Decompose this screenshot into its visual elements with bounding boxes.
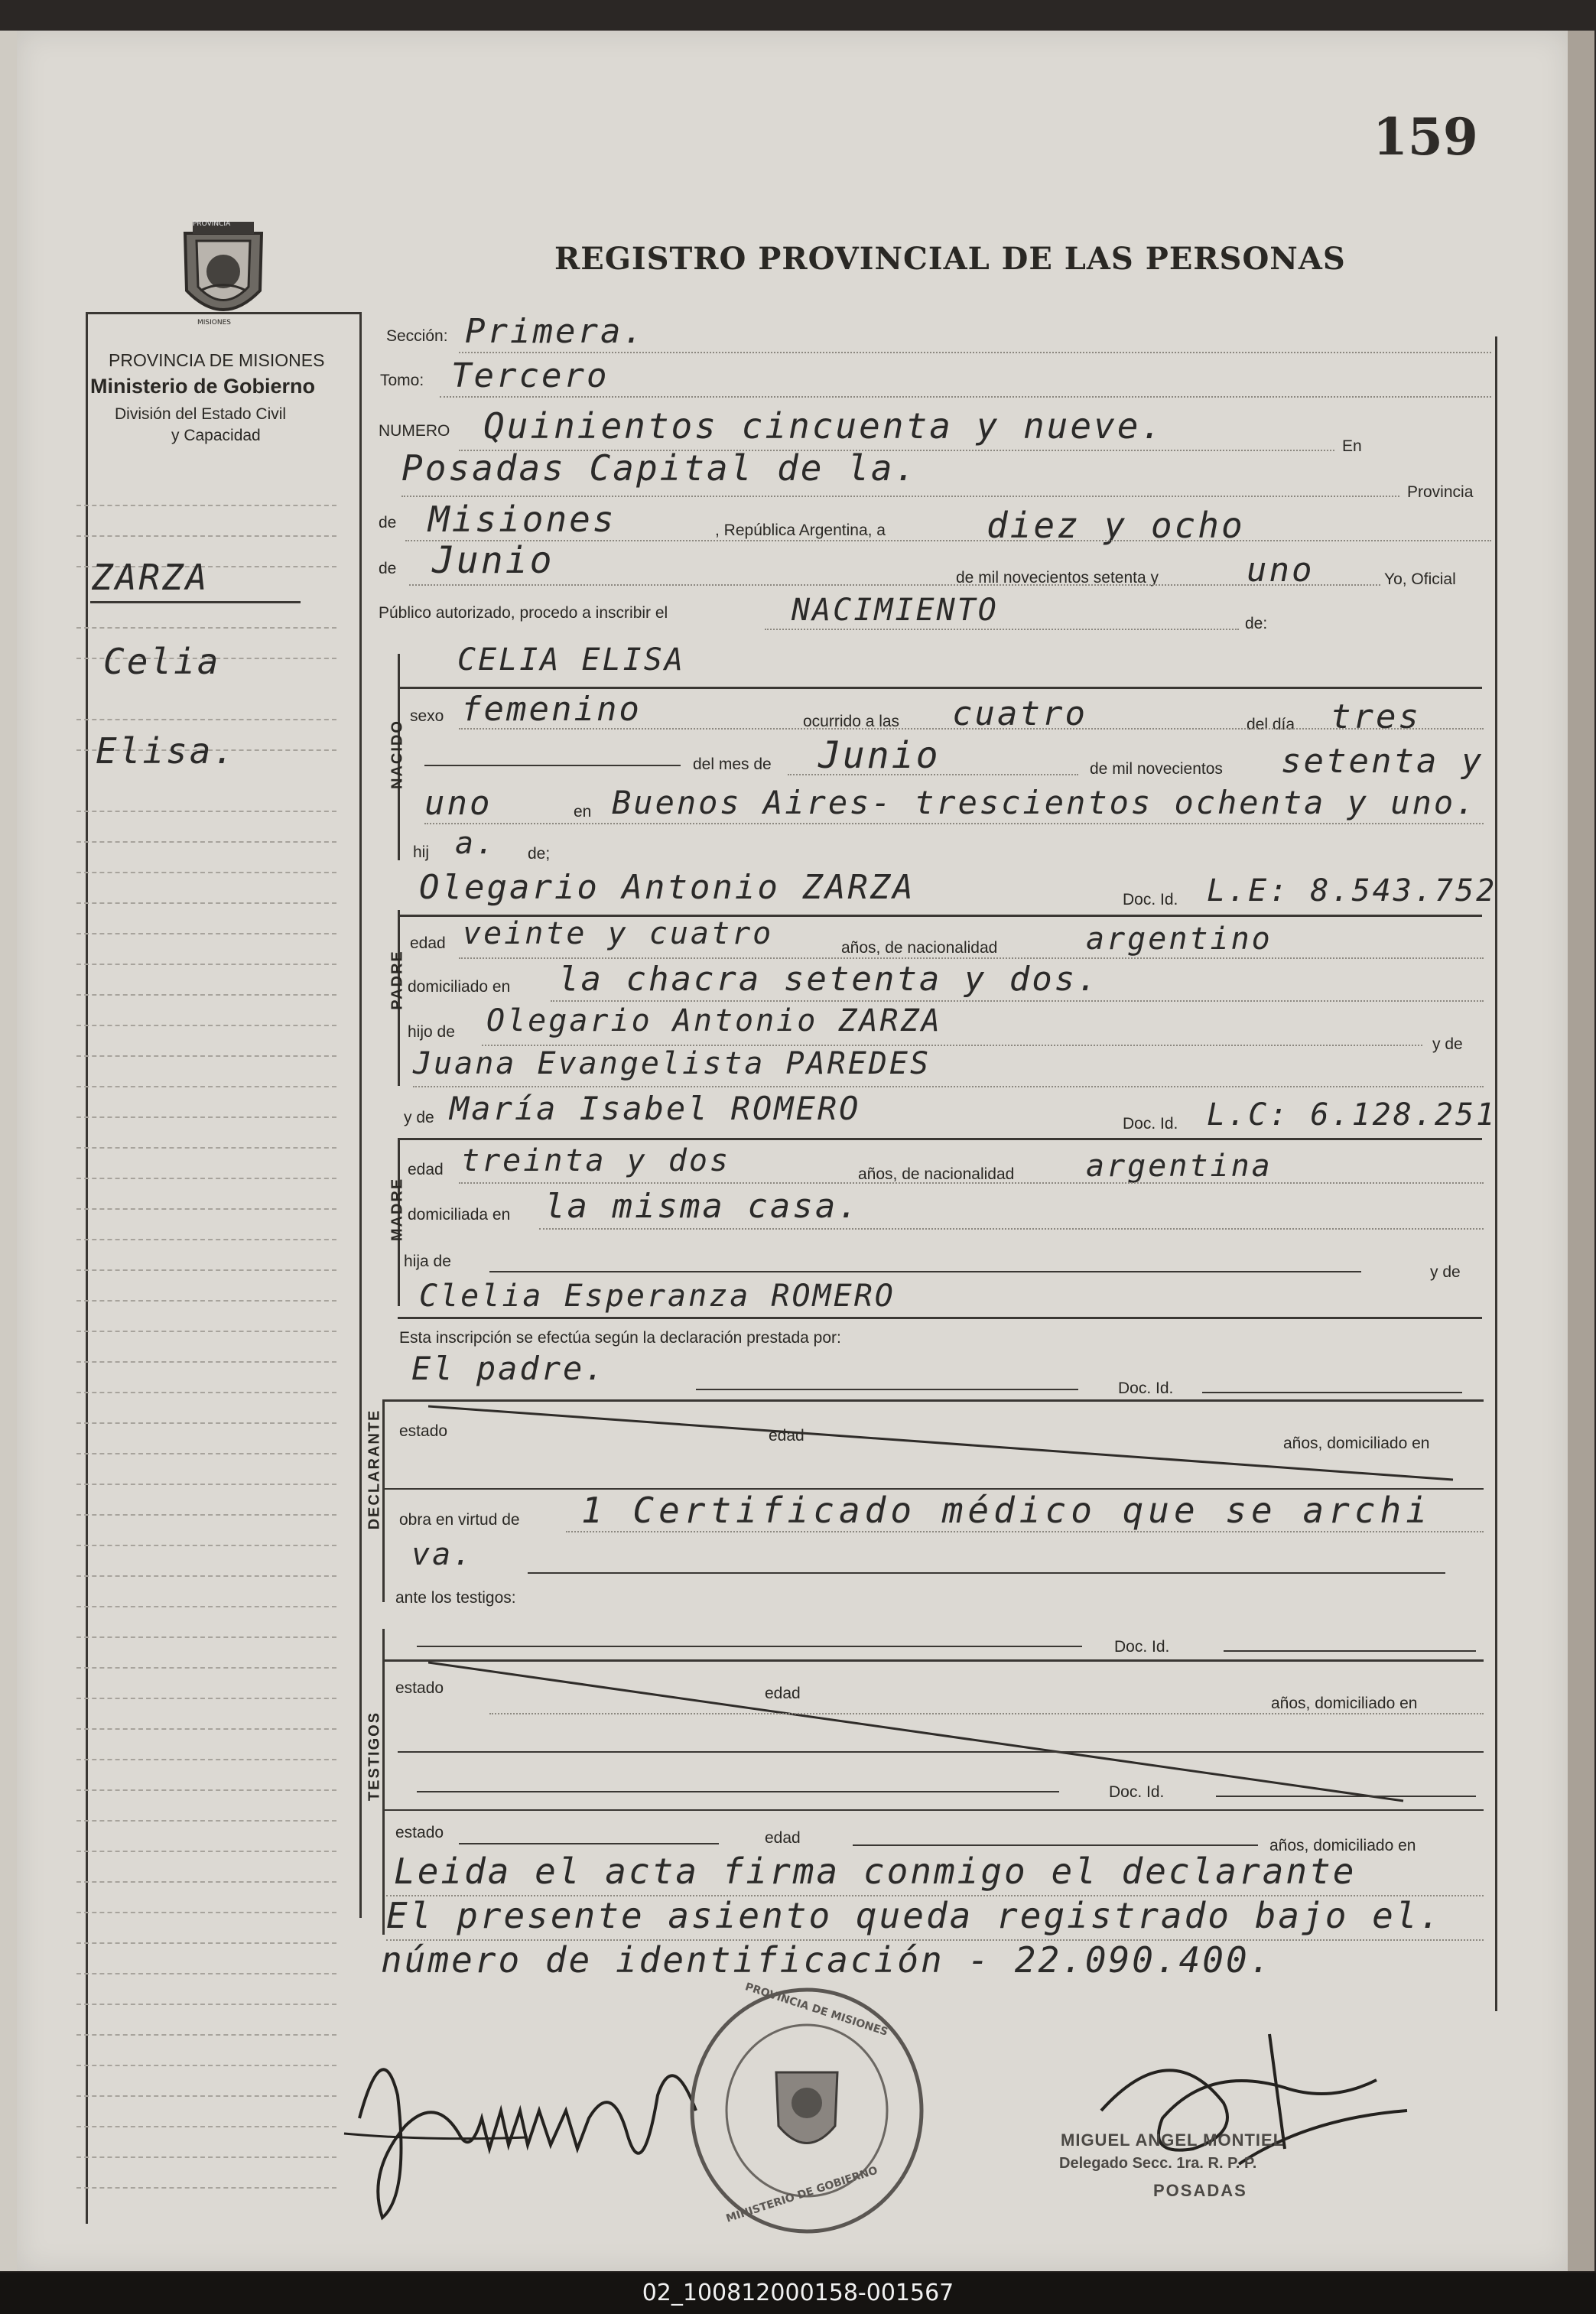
emblem-text-top: PROVINCIA (193, 220, 231, 228)
madre-domicilio-value: la misma casa. (544, 1187, 860, 1226)
obra-line (566, 1531, 1484, 1532)
testigo1-name-line (417, 1646, 1082, 1647)
testigo2-estado-label: estado (395, 1824, 444, 1841)
padre-doc-value: L.E: 8.543.752 (1207, 873, 1497, 908)
madre-nac-value: argentina (1086, 1149, 1273, 1184)
nacido-label: NACIDO (388, 720, 406, 789)
madre-domicilio-label: domiciliada en (408, 1206, 511, 1224)
sexo-value: femenino (461, 690, 642, 729)
tomo-value: Tercero (451, 356, 609, 395)
padre-y-de-label: y de (1432, 1035, 1463, 1053)
surname-underline (90, 601, 301, 603)
padre-hijo-de-value: Olegario Antonio ZARZA (486, 1003, 942, 1038)
anio2-value: uno (424, 784, 492, 823)
declarante-label: DECLARANTE (366, 1409, 383, 1530)
declarante-cancel-stroke (428, 1403, 1468, 1487)
folio-number: 159 (1373, 107, 1478, 167)
right-frame-rule (1495, 336, 1497, 2011)
ante-testigos-label: ante los testigos: (395, 1589, 516, 1607)
padre-edad-line (459, 957, 1484, 959)
testigo2-estado-line (459, 1843, 719, 1844)
declarante-estado-label: estado (399, 1422, 448, 1440)
testigo1-estado-label: estado (395, 1679, 444, 1697)
testigos-label: TESTIGOS (366, 1711, 383, 1802)
lugar-line (401, 496, 1399, 497)
testigo2-anos-label: años, domiciliado en (1269, 1837, 1416, 1854)
padre-label: PADRE (388, 950, 406, 1010)
madre-doc-value: L.C: 6.128.251 (1207, 1097, 1497, 1133)
testigo2-doc-label: Doc. Id. (1109, 1783, 1165, 1801)
seccion-value: Primera. (465, 312, 645, 351)
province-emblem-icon (170, 218, 277, 333)
de-mil-label: de mil novecientos setenta y (956, 569, 1159, 587)
numero-value: Quinientos cincuenta y nueve. (483, 405, 1165, 447)
nombre-value: CELIA ELISA (457, 642, 685, 678)
hora-blank-line (424, 765, 681, 766)
closing-note-2: El presente asiento queda registrado bajo el. (386, 1895, 1443, 1936)
padre-edad-value: veinte y cuatro (463, 916, 774, 951)
margin-surname: ZARZA (92, 557, 210, 598)
numero-label: NUMERO (379, 422, 450, 440)
mes-acta-line (409, 584, 1380, 586)
nombre-line (398, 687, 1482, 689)
mes-acta-value: Junio (432, 539, 554, 582)
tomo-line (440, 396, 1491, 398)
closing-note-1: Leida el acta firma conmigo el declarante (394, 1851, 1357, 1892)
testigo1-anos-label: años, domiciliado en (1271, 1695, 1418, 1712)
padre-domicilio-label: domiciliado en (408, 978, 511, 996)
issuer-ministry: Ministerio de Gobierno (90, 375, 316, 398)
del-dia-label: del día (1247, 716, 1295, 733)
margin-top-rule (86, 312, 361, 314)
stamp-ring-text-1: MINISTERIO DE GOBIERNO (724, 2164, 879, 2225)
ocurrido-label: ocurrido a las (803, 713, 900, 730)
declarant-signature (336, 2004, 719, 2233)
padre-y-de-value: Juana Evangelista PAREDES (413, 1046, 931, 1081)
tipo-value: NACIMIENTO (791, 593, 999, 628)
hij-label: hij (413, 843, 430, 861)
left-margin-rule (86, 312, 88, 2224)
publico-label: Público autorizado, procedo a inscribir el (379, 604, 668, 622)
declarante-line (696, 1389, 1078, 1390)
de-mil-nov-label: de mil novecientos (1090, 760, 1223, 778)
madre-y-de-value: Clelia Esperanza ROMERO (419, 1279, 896, 1314)
padre-edad-label: edad (410, 934, 446, 952)
testigo1-estado-line (489, 1713, 1484, 1714)
official-city-stamp: POSADAS (1153, 2181, 1247, 2200)
mes-value: Junio (818, 734, 941, 777)
image-caption: 02_100812000158-001567 (0, 2273, 1596, 2314)
declarante-value: El padre. (411, 1350, 606, 1387)
de2-label: de (379, 560, 397, 577)
testigo2-edad-label: edad (765, 1829, 801, 1847)
madre-hija-de-line (489, 1271, 1361, 1272)
margin-given-name-2: Elisa. (96, 730, 237, 772)
madre-y-de-label: y de (404, 1109, 434, 1126)
hij-suffix-value: a. (455, 826, 497, 861)
padre-y-de-line (413, 1086, 1484, 1087)
tipo-line (765, 629, 1239, 630)
issuer-province: PROVINCIA DE MISIONES (109, 350, 325, 370)
del-mes-label: del mes de (693, 756, 772, 773)
testigo1-edad-label: edad (765, 1685, 801, 1702)
obra-value-1: 1 Certificado médico que se archi (581, 1490, 1432, 1531)
testigo1-domicilio-line (398, 1751, 1484, 1753)
seccion-line (459, 352, 1491, 353)
margin-given-name-1: Celia (103, 641, 221, 682)
seccion-label: Sección: (386, 327, 448, 345)
obra-value-2: va. (411, 1537, 474, 1572)
emblem-text-bottom: MISIONES (197, 319, 232, 327)
declarante-doc-line (1202, 1392, 1462, 1393)
provincia-value: Misiones (428, 499, 616, 540)
en-label: En (1342, 437, 1362, 455)
lugar-nac-value: Buenos Aires- trescientos ochenta y uno. (612, 784, 1477, 821)
de-label: de (379, 514, 397, 531)
declarante-edad-label: edad (769, 1427, 805, 1445)
padre-nombre-value: Olegario Antonio ZARZA (419, 868, 915, 907)
sexo-line (459, 728, 1484, 730)
madre-nombre-value: María Isabel ROMERO (450, 1090, 861, 1127)
madre-edad-label: edad (408, 1161, 444, 1178)
madre-edad-line (459, 1182, 1484, 1184)
hora-value: cuatro (952, 694, 1087, 733)
padre-hijo-de-label: hijo de (408, 1023, 455, 1041)
madre-nombre-line (398, 1138, 1482, 1140)
official-signature (1055, 2004, 1422, 2202)
madre-y-de-line (398, 1317, 1482, 1319)
republica-label: , República Argentina, a (715, 522, 886, 539)
page-edge (1568, 31, 1594, 2271)
padre-nac-value: argentino (1086, 921, 1273, 957)
de3-label: de: (1245, 615, 1268, 632)
obra-label: obra en virtud de (399, 1511, 520, 1529)
madre-y-de2-label: y de (1430, 1263, 1461, 1281)
declarante-top-line (382, 1399, 1484, 1402)
provincia-label: Provincia (1407, 483, 1474, 501)
obra-blank-line (528, 1572, 1445, 1574)
lugar-value: Posadas Capital de la. (401, 447, 918, 489)
testigo2-top-line (382, 1809, 1484, 1811)
madre-doc-label: Doc. Id. (1123, 1115, 1178, 1133)
sexo-label: sexo (410, 707, 444, 725)
esta-inscripcion-label: Esta inscripción se efectúa según la declaración prestada por: (399, 1329, 841, 1347)
tomo-label: Tomo: (380, 372, 424, 389)
madre-hija-de-label: hija de (404, 1253, 451, 1270)
testigo2-edad-line (853, 1844, 1258, 1846)
anio-acta-value: uno (1247, 551, 1315, 590)
padre-doc-label: Doc. Id. (1123, 891, 1178, 908)
official-role-stamp: Delegado Secc. 1ra. R. P. P. (1059, 2155, 1257, 2172)
padre-domicilio-line (551, 1000, 1484, 1002)
dia-value: tres (1331, 697, 1421, 736)
testigo1-doc-line (1224, 1650, 1476, 1652)
madre-label: MADRE (388, 1177, 406, 1242)
issuer-division: División del Estado Civil (115, 405, 287, 423)
lugar-nac-line (424, 823, 1484, 824)
official-round-stamp-icon (681, 1981, 933, 2241)
mes-line (788, 774, 1078, 775)
madre-domicilio-line (539, 1228, 1484, 1230)
madre-edad-value: treinta y dos (461, 1143, 731, 1178)
testigo2-name-line (417, 1791, 1059, 1792)
padre-nac-label: años, de nacionalidad (841, 939, 998, 957)
stamp-ring-text-2: PROVINCIA DE MISIONES (743, 1981, 889, 2039)
en2-label: en (574, 803, 592, 821)
column-divider (359, 312, 362, 1918)
official-name-stamp: MIGUEL ANGEL MONTIEL (1061, 2130, 1285, 2150)
de4-label: de; (528, 845, 551, 863)
page-title: REGISTRO PROVINCIAL DE LAS PERSONAS (554, 241, 1346, 277)
book-binding (0, 31, 18, 2271)
anio1-value: setenta y (1281, 742, 1484, 781)
madre-nac-label: años, de nacionalidad (858, 1165, 1015, 1183)
testigos-cancel-stroke (428, 1659, 1422, 1805)
yo-oficial-label: Yo, Oficial (1384, 570, 1456, 588)
testigo2-doc-line (1216, 1796, 1476, 1797)
provincia-line (405, 540, 1491, 541)
closing-note-3: número de identificación - 22.090.400. (381, 1939, 1273, 1981)
issuer-capacity: y Capacidad (171, 427, 261, 444)
declarante-anos-label: años, domiciliado en (1283, 1435, 1430, 1452)
testigo1-doc-label: Doc. Id. (1114, 1638, 1170, 1656)
padre-domicilio-value: la chacra setenta y dos. (558, 960, 1100, 999)
dia-acta-value: diez y ocho (987, 505, 1245, 546)
declarante-doc-label: Doc. Id. (1118, 1380, 1174, 1397)
